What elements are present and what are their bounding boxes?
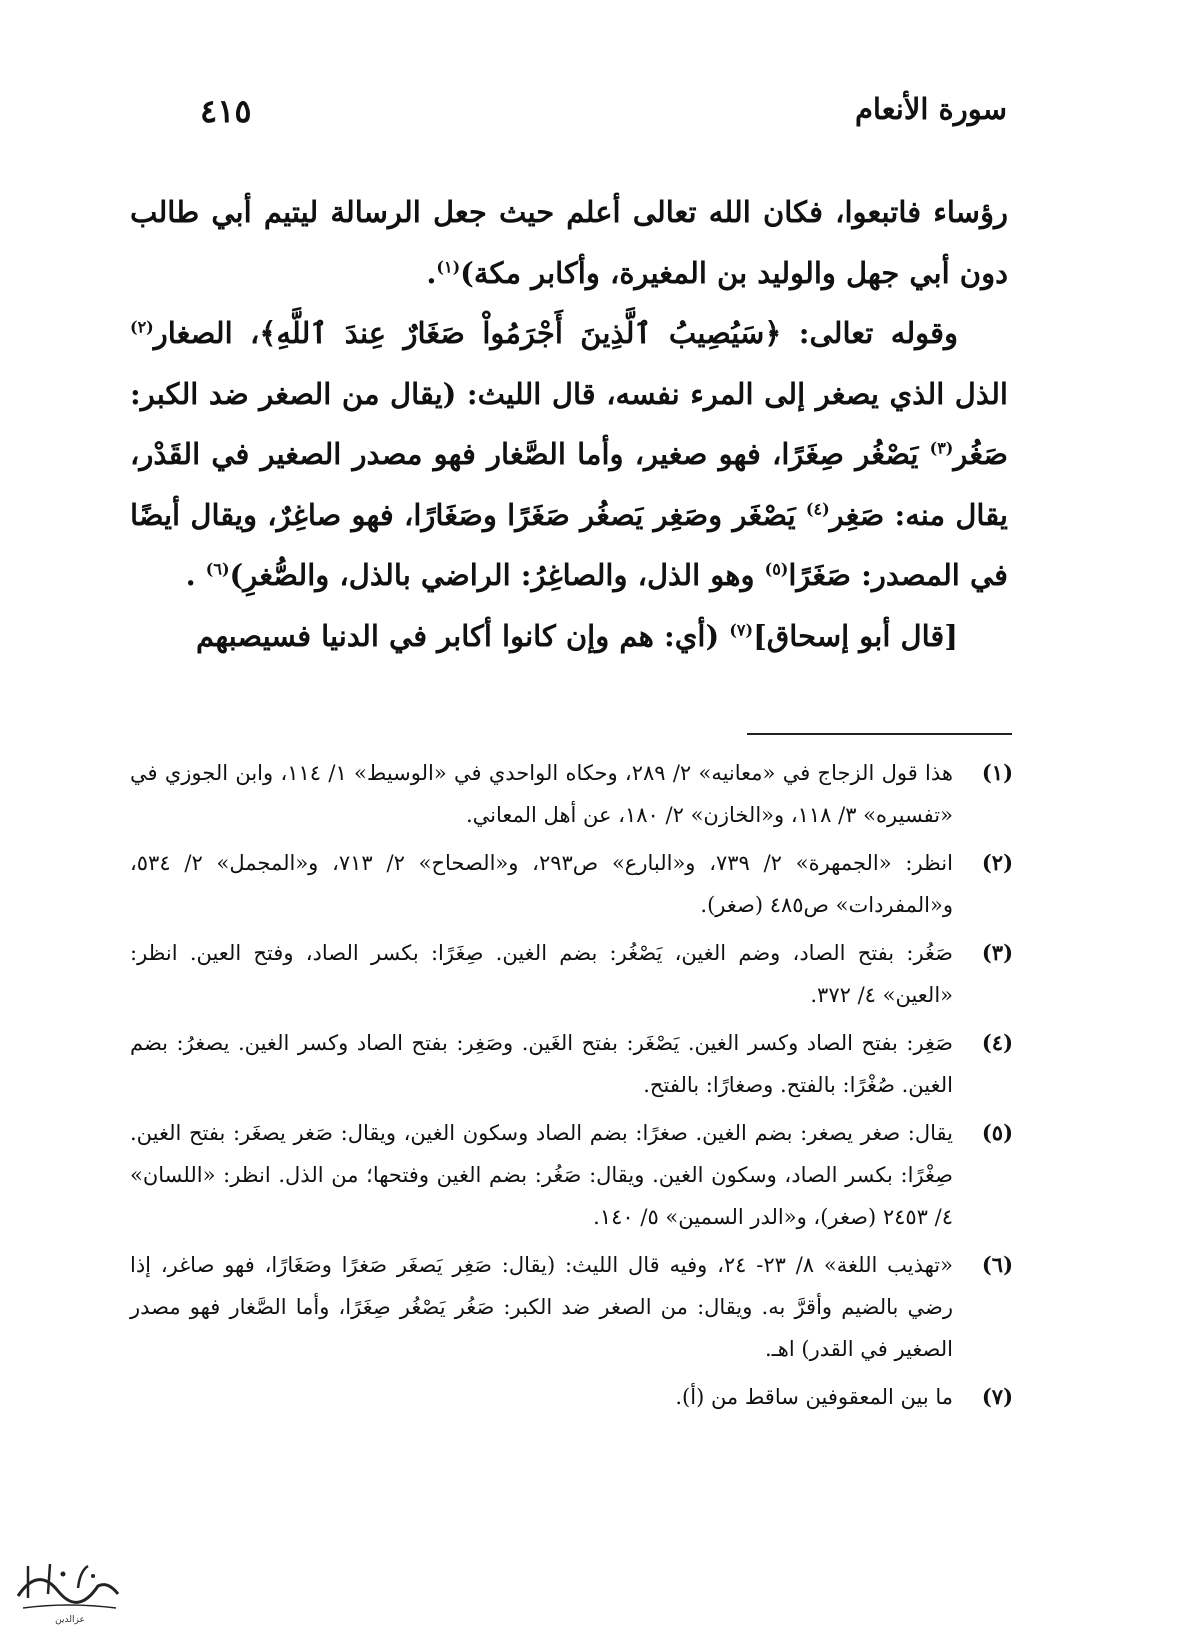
footnote-ref-5: (٥) (764, 559, 789, 579)
paragraph-2-end: . (185, 558, 206, 592)
paragraph-2-text-e: وهو الذل، والصاغِرُ: الراضي بالذل، والصُّغرِ) (229, 558, 765, 592)
footnote-4 (130, 1022, 1013, 1106)
footnotes (130, 752, 1013, 1424)
paragraph-3-text-b: (أي: هم وإن كانوا أكابر في الدنيا فسيصبهم (196, 618, 730, 653)
footnote-ref-3: (٣) (929, 438, 954, 458)
paragraph-3-text-a: [قال أبو إسحاق] (753, 618, 958, 653)
page-header (200, 92, 1007, 138)
footnote-7 (130, 1376, 1013, 1418)
footnote-text: صَغِر: بفتح الصاد وكسر الغين. يَصْغَر: بفتح الغَين. وصَغِر: بفتح الصاد وكسر الغين. يصغرُ: بضم الغين. صُغْرًا: بالفتح. وصغارًا: بالفتح. (130, 1031, 953, 1097)
paragraph-1 (130, 182, 1008, 303)
footnote-text: ما بين المعقوفين ساقط من (أ). (675, 1385, 953, 1409)
footnote-text: صَغُر: بفتح الصاد، وضم الغين، يَصْغُر: بضم الغين. صِغَرًا: بكسر الصاد، وفتح العين. انظر: «العين» ٤/ ٣٧٢. (130, 941, 953, 1007)
footnote-separator (747, 733, 1012, 735)
paragraph-2-text-b: الذل الذي يصغر إلى المرء نفسه، قال الليث: (يقال من الصغر ضد الكبر: صَغُر (130, 376, 1008, 471)
footnote-3 (130, 932, 1013, 1016)
paragraph-3 (130, 606, 1008, 667)
paragraph-2 (130, 303, 1008, 606)
surah-title: سورة الأنعام (854, 92, 1007, 126)
footnote-number: (١) (981, 760, 1013, 785)
footnote-ref-6: (٦) (205, 559, 230, 579)
logo-subtext: عزالدين (55, 1615, 85, 1625)
footnote-1 (130, 752, 1013, 836)
footnote-ref-1: (١) (436, 256, 461, 276)
footnote-text: هذا قول الزجاج في «معانيه» ٢/ ٢٨٩، وحكاه الواحدي في «الوسيط» ١/ ١١٤، وابن الجوزي في «تفسيره» ٣/ ١١٨، و«الخازن» ٢/ ١٨٠، عن أهل المعاني. (130, 761, 953, 827)
paragraph-1-end: . (426, 255, 437, 290)
paragraph-1-text: رؤساء فاتبعوا، فكان الله تعالى أعلم حيث جعل الرسالة ليتيم أبي طالب دون أبي جهل والوليد بن المغيرة، وأكابر مكة) (130, 195, 1008, 290)
footnote-number: (٥) (981, 1120, 1013, 1145)
footnote-number: (٣) (981, 940, 1013, 965)
paragraph-2-text-a: وقوله تعالى: ﴿سَيُصِيبُ ٱلَّذِينَ أَجْرَمُواْ صَغَارٌ عِندَ ٱللَّهِ﴾، الصغار (153, 316, 958, 350)
footnote-5 (130, 1112, 1013, 1238)
main-text (130, 182, 1008, 666)
paragraph-2-text-d: يَصْغَر وصَغِر يَصغُر صَغَرًا وصَغَارًا، فهو صاغِرٌ، ويقال أيضًا في المصدر: صَغَرًا (130, 497, 1008, 592)
footnote-ref-7: (٧) (729, 619, 754, 639)
footnote-text: يقال: صغر يصغر: بضم الغين. صغرًا: بضم الصاد وسكون الغين، ويقال: صَغر يصغَر: بفتح الغين. صِغْرًا: بكسر الصاد، وسكون الغين. ويقال: صَغُر: بضم الغين وفتحها؛ من الذل. انظر: «اللسان» ٤/ ٢٤٥٣ (صغر)، و«الدر السمين» ٥/ ١٤٠. (130, 1121, 953, 1229)
footnote-text: «تهذيب اللغة» ٨/ ٢٣- ٢٤، وفيه قال الليث: (يقال: صَغِر يَصغَر صَغرًا وصَغَارًا، فهو صاغر، إذا رضي بالضيم وأقرَّ به. ويقال: من الصغر ضد الكبر: صَغُر يَصْغُر صِغَرًا، وأما الصَّغار فهو مصدر الصغير في القدر) اهـ. (130, 1253, 953, 1361)
footnote-number: (٢) (981, 850, 1013, 875)
paragraph-2-text-c: يَصْغُر صِغَرًا، فهو صغير، وأما الصَّغار فهو مصدر الصغير في القَدْر، يقال منه: صَغِر (130, 437, 1008, 532)
page-number: ٤١٥ (200, 92, 252, 130)
footnote-6 (130, 1244, 1013, 1370)
footnote-number: (٧) (981, 1384, 1013, 1409)
footnote-ref-4: (٤) (805, 498, 830, 518)
footnote-number: (٤) (981, 1030, 1013, 1055)
footnote-text: انظر: «الجمهرة» ٢/ ٧٣٩، و«البارع» ص٢٩٣، و«الصحاح» ٢/ ٧١٣، و«المجمل» ٢/ ٥٣٤، و«المفردات» ص٤٨٥ (صغر). (130, 851, 953, 917)
footnote-number: (٦) (981, 1252, 1013, 1277)
footnote-ref-2: (٢) (130, 317, 154, 337)
footnote-2 (130, 842, 1013, 926)
publisher-logo-icon (8, 1536, 128, 1626)
